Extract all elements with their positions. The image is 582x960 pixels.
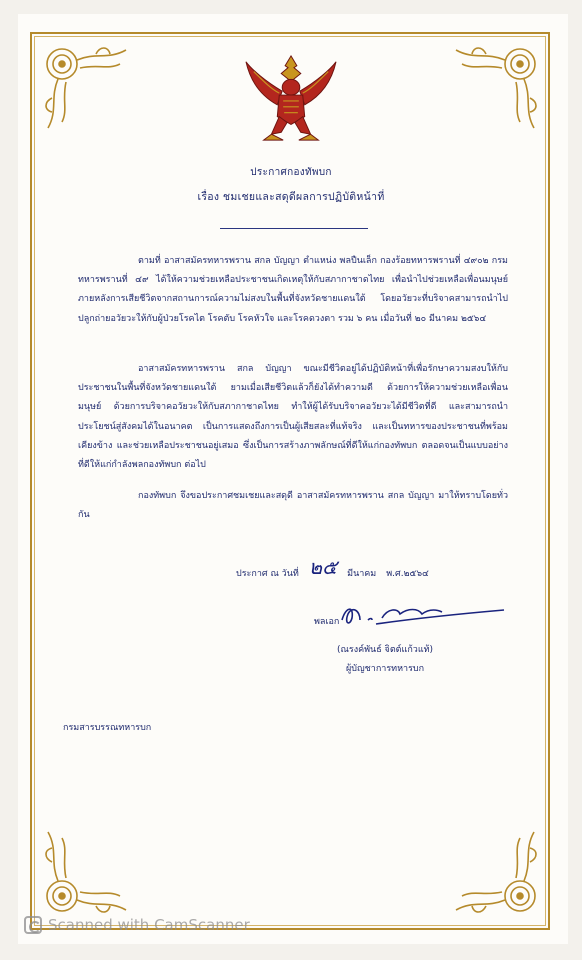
corner-ornament-icon	[436, 38, 546, 148]
scanner-watermark	[24, 916, 250, 934]
body-paragraph: กองทัพบก จึงขอประกาศชมเชยและสดุดี อาสาสมัครทหารพราน สกล บัญญา มาให้ทราบโดยทั่วกัน	[78, 491, 508, 521]
garuda-emblem-icon	[242, 52, 340, 144]
announcement-subject: เรื่อง ชมเชยและสดุดีผลการปฏิบัติหน้าที่	[197, 191, 385, 203]
signatory-rank: พลเอก	[314, 617, 340, 627]
date-month: มีนาคม	[347, 569, 377, 579]
date-year: พ.ศ.๒๕๖๔	[386, 569, 429, 579]
handwritten-signature-icon	[338, 596, 506, 630]
heading-divider	[220, 228, 368, 229]
corner-ornament-icon	[36, 812, 146, 922]
corner-ornament-icon	[436, 812, 546, 922]
corner-ornament-icon	[36, 38, 146, 148]
body-paragraph: ตามที่ อาสาสมัครทหารพราน สกล บัญญา ตำแหน่ง พลปืนเล็ก กองร้อยทหารพรานที่ ๔๙๐๒ กรมทหารพรานที่ ๔๙ ได้ให้ความช่วยเหลือประชาชนเกิดเหตุให้กับสภากาชาดไทย เพื่อนำไปช่วยเหลือเพื่อนมนุษย์ ภายหลังการเสียชีวิตจากสถานการณ์ความไม่สงบในพื้นที่จังหวัดชายแดนใต้ โดยอวัยวะที่บริจาคสามารถนำไปปลูกถ่ายอวัยวะให้กับผู้ป่วยโรคไต โรคตับ โรคหัวใจ และโรคดวงตา รวม ๖ คน เมื่อวันที่ ๒๐ มีนาคม ๒๕๖๔	[78, 256, 508, 324]
issuing-department: กรมสารบรรณทหารบก	[63, 723, 152, 733]
announcement-heading: ประกาศกองทัพบก	[250, 167, 332, 178]
body-paragraph: อาสาสมัครทหารพราน สกล บัญญา ขณะมีชีวิตอยู่ได้ปฏิบัติหน้าที่เพื่อรักษาความสงบให้กับประชาชนในพื้นที่จังหวัดชายแดนใต้ ยามเมื่อเสียชีวิตแล้วก็ยังได้ทำความดี ด้วยการให้ความช่วยเหลือเพื่อนมนุษย์ ด้วยการบริจาคอวัยวะให้กับสภากาชาดไทย ทำให้ผู้ได้รับบริจาคอวัยวะได้มีชีวิตที่ดี และสามารถนำประโยชน์สู่สังคมได้ในอนาคต เป็นการแสดงถึงการเป็นผู้เสียสละที่แท้จริง และเป็นทหารของประชาชนที่พร้อมเคียงข้าง และช่วยเหลือประชาชนอยู่เสมอ ซึ่งเป็นการสร้างภาพลักษณ์ที่ดีให้แก่กองทัพบก ตลอดจนเป็นแบบอย่างที่ดีให้แก่กำลังพลกองทัพบก ต่อไป	[78, 364, 508, 471]
camscanner-logo-icon	[24, 916, 42, 934]
watermark-text: Scanned with CamScanner	[48, 916, 250, 934]
signatory-position: ผู้บัญชาการทหารบก	[346, 664, 425, 674]
signatory-name: (ณรงค์พันธ์ จิตต์แก้วแท้)	[337, 645, 434, 655]
announcement-date	[236, 553, 439, 585]
date-day: ๒๕	[308, 555, 338, 579]
date-prefix: ประกาศ ณ วันที่	[236, 569, 299, 579]
